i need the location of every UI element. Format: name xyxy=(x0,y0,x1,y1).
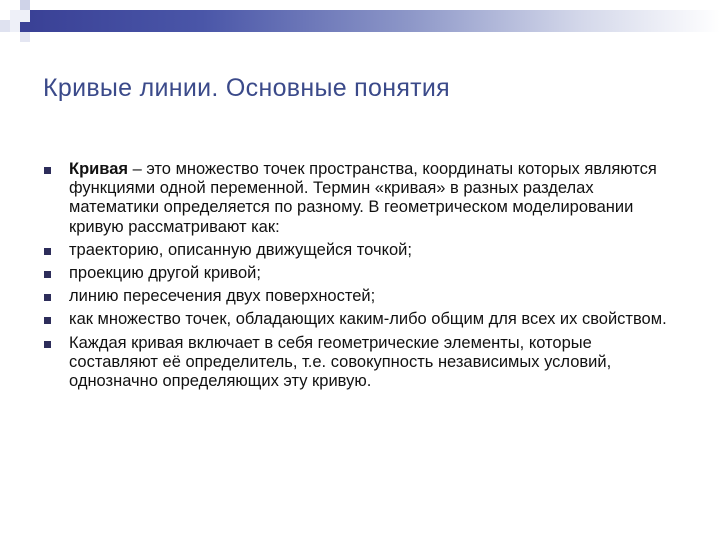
decor-square xyxy=(20,22,30,32)
list-item-text: линию пересечения двух поверхностей; xyxy=(69,287,376,306)
decor-square xyxy=(20,32,30,42)
slide-title: Кривые линии. Основные понятия xyxy=(43,74,451,102)
decor-square xyxy=(0,0,10,10)
decor-square xyxy=(10,32,20,42)
list-item-text: – это множество точек пространства, координаты которых являются функциями одной переменной. Термин «кривая» в разных разделах математики определяется по разному. В геометрическом моделировании кривую рассматривают как: xyxy=(69,160,657,236)
bullet-list xyxy=(44,160,684,395)
list-item xyxy=(44,334,684,392)
list-item xyxy=(44,264,684,283)
list-item xyxy=(44,160,684,237)
square-bullet-icon xyxy=(44,271,51,278)
decor-square xyxy=(20,0,30,10)
square-bullet-icon xyxy=(44,294,51,301)
decor-square xyxy=(0,20,10,32)
list-item xyxy=(44,310,684,329)
square-bullet-icon xyxy=(44,317,51,324)
list-item xyxy=(44,287,684,306)
list-item-text: траекторию, описанную движущейся точкой; xyxy=(69,240,412,259)
header-gradient-bar xyxy=(30,10,720,32)
square-bullet-icon xyxy=(44,167,51,174)
list-item xyxy=(44,241,684,260)
list-item-text: Каждая кривая включает в себя геометрические элементы, которые составляют её определитель, т.е. совокупность независимых условий, однозначно определяющих эту кривую. xyxy=(69,333,612,391)
term-highlight: Кривая xyxy=(69,160,129,178)
square-bullet-icon xyxy=(44,341,51,348)
list-item-text: как множество точек, обладающих каким-либо общим для всех их свойством. xyxy=(69,310,667,329)
decor-square xyxy=(30,0,40,10)
list-item-text: проекцию другой кривой; xyxy=(69,264,261,283)
square-bullet-icon xyxy=(44,248,51,255)
